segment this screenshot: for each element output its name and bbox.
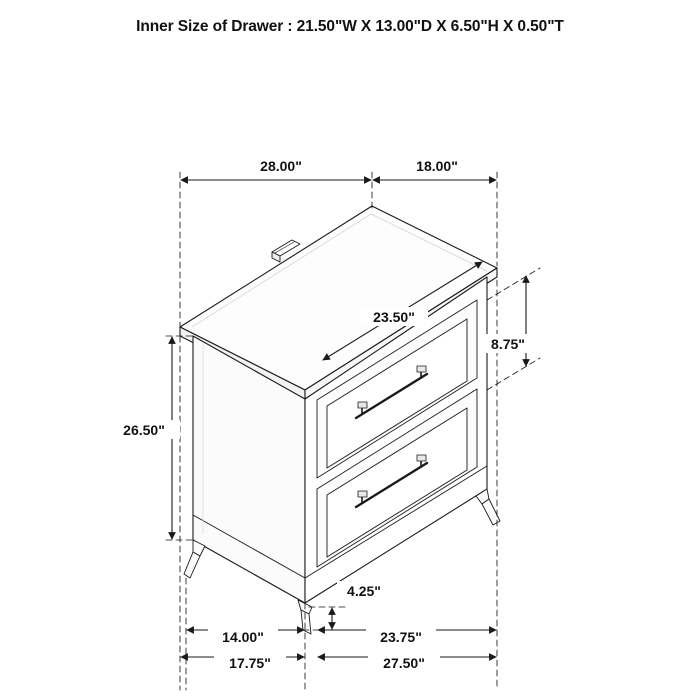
dimension-label-base-front-left: 14.00" [222,629,264,645]
nightstand-illustration [180,206,500,634]
dimension-label-top-width-side: 18.00" [416,158,458,174]
dimension-label-top-width-front: 28.00" [260,158,302,174]
dimension-label-leg-height: 4.25" [347,583,381,599]
page-title: Inner Size of Drawer : 21.50"W X 13.00"D X 6.50"H X 0.50"T [136,18,564,35]
dimension-label-overall-width-bottom: 27.50" [383,655,425,671]
dimension-label-base-front-right: 23.75" [380,629,422,645]
dimension-label-depth-diagonal: 23.50" [373,309,415,325]
dimension-label-drawer-height: 8.75" [491,336,525,352]
dimension-label-overall-depth-left: 17.75" [229,655,271,671]
dimension-label-overall-height: 26.50" [123,422,165,438]
